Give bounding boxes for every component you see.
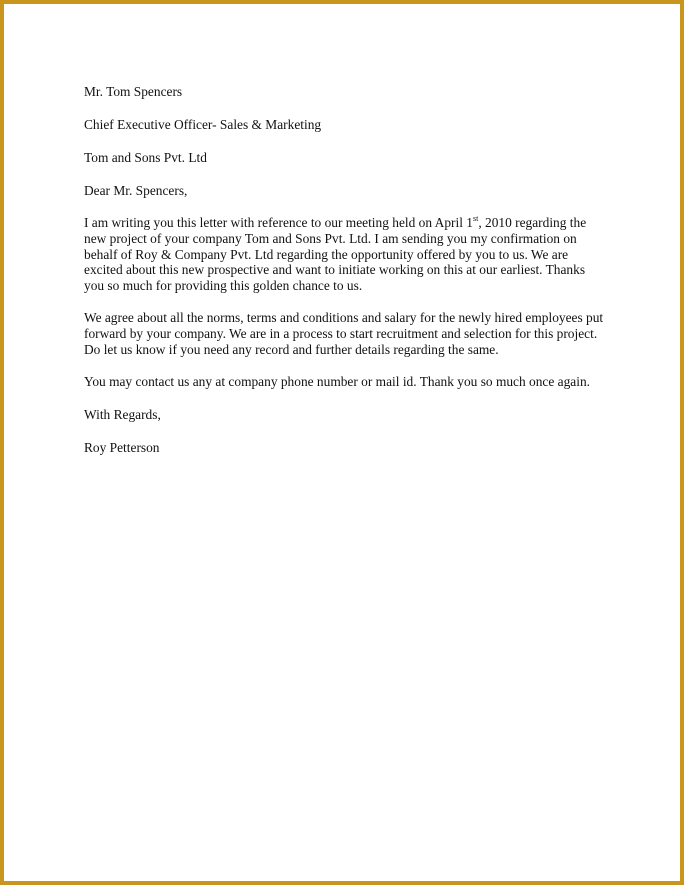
spacer (84, 100, 624, 116)
paragraph-contact: You may contact us any at company phone number or mail id. Thank you so much once again. (84, 374, 591, 390)
spacer (84, 423, 624, 439)
paragraph-line: excited about this new prospective and want to initiate working on this at our earliest. Thanks (84, 262, 586, 278)
recipient-name: Mr. Tom Spencers (84, 84, 183, 99)
closing: With Regards, (84, 407, 161, 423)
paragraph-meeting-reference (84, 215, 624, 294)
spacer (84, 357, 624, 373)
date-ordinal-suffix: st (472, 214, 479, 223)
paragraph-line: you so much for providing this golden chance to us. (84, 278, 363, 294)
spacer (84, 166, 624, 182)
signature-name: Roy Petterson (84, 440, 160, 456)
paragraph-line: new project of your company Tom and Sons Pvt. Ltd. I am sending you my confirmation on (84, 230, 577, 246)
paragraph-line (84, 215, 624, 231)
spacer (84, 390, 624, 406)
recipient-company: Tom and Sons Pvt. Ltd (84, 150, 207, 165)
paragraph-line: We agree about all the norms, terms and conditions and salary for the newly hired employees put (84, 309, 604, 325)
paragraph-line-text: I am writing you this letter with reference to our meeting held on April 1 (84, 215, 473, 230)
paragraph-agreement (84, 310, 624, 357)
salutation: Dear Mr. Spencers, (84, 183, 188, 198)
spacer (84, 199, 624, 215)
spacer (84, 294, 624, 310)
letter-body (84, 83, 624, 456)
paragraph-line-text: , 2010 regarding the (478, 215, 587, 230)
paragraph-line: Do let us know if you need any record and further details regarding the same. (84, 341, 499, 357)
paragraph-line: forward by your company. We are in a process to start recruitment and selection for this project. (84, 325, 598, 341)
paragraph-line: behalf of Roy & Company Pvt. Ltd regarding the opportunity offered by you to us. We are (84, 246, 569, 262)
recipient-title: Chief Executive Officer- Sales & Marketing (84, 117, 322, 132)
spacer (84, 133, 624, 149)
